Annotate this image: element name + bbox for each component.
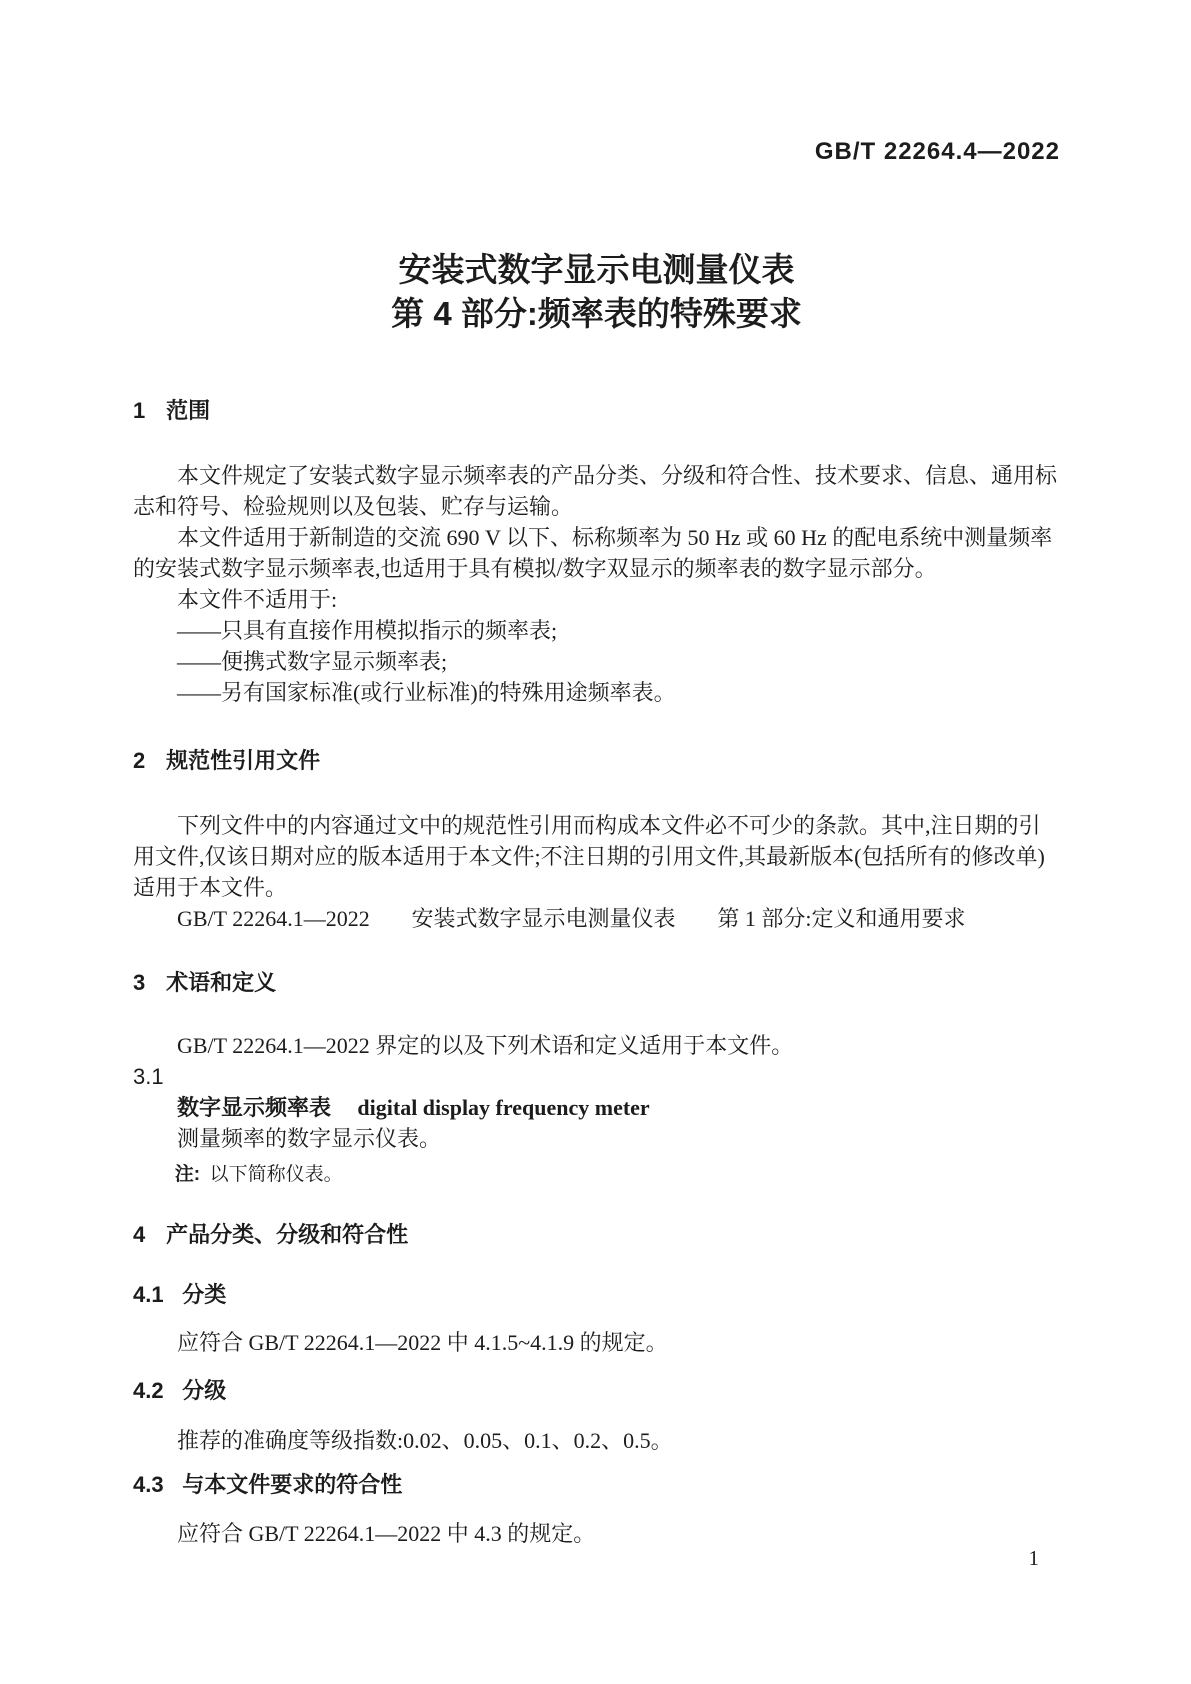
scope-exclusion-item: ——便携式数字显示频率表; <box>177 649 448 674</box>
document-title-line2: 第 4 部分:频率表的特殊要求 <box>391 295 802 332</box>
term-definition: 测量频率的数字显示仪表。 <box>177 1126 442 1151</box>
scope-exclusion-item: ——另有国家标准(或行业标准)的特殊用途频率表。 <box>177 680 676 705</box>
clause-3-number: 3 <box>133 970 146 995</box>
standard-code: GB/T 22264.4—2022 <box>814 138 1060 165</box>
term-entry <box>133 1092 1060 1123</box>
document-title-line1: 安装式数字显示电测量仪表 <box>398 251 795 288</box>
clause-2-number: 2 <box>133 748 146 773</box>
scope-paragraph-3: 本文件不适用于: <box>177 587 338 612</box>
terms-intro-paragraph: GB/T 22264.1—2022 界定的以及下列术语和定义适用于本文件。 <box>177 1033 794 1058</box>
normative-reference-entry <box>133 903 1060 934</box>
clause-4-1-body: 应符合 GB/T 22264.1—2022 中 4.1.5~4.1.9 的规定。 <box>177 1330 668 1355</box>
reference-title: 安装式数字显示电测量仪表 <box>411 906 676 931</box>
reference-code: GB/T 22264.1—2022 <box>177 906 370 931</box>
clause-4-2-title: 分级 <box>182 1378 227 1403</box>
clause-4-2-number: 4.2 <box>133 1378 164 1403</box>
normative-references-paragraph: 下列文件中的内容通过文中的规范性引用而构成本文件必不可少的条款。其中,注日期的引用文件,仅该日期对应的版本适用于本文件;不注日期的引用文件,其最新版本(包括所有的修改单)适用于本文件。 <box>133 813 1045 900</box>
clause-4-3-heading <box>133 1472 1060 1497</box>
clause-4-3-number: 4.3 <box>133 1472 164 1497</box>
page-number: 1 <box>1028 1546 1039 1570</box>
term-chinese: 数字显示频率表 <box>177 1095 332 1120</box>
note-text: 以下简称仪表。 <box>209 1164 343 1185</box>
clause-2-title: 规范性引用文件 <box>166 748 321 773</box>
term-entry-number: 3.1 <box>133 1064 164 1089</box>
scope-exclusion-item: ——只具有直接作用模拟指示的频率表; <box>177 618 558 643</box>
clause-3-heading <box>133 970 1060 996</box>
clause-1-number: 1 <box>133 398 146 423</box>
note-label: 注: <box>174 1164 201 1185</box>
clause-4-2-heading <box>133 1378 1060 1403</box>
clause-4-1-heading <box>133 1282 1060 1307</box>
clause-4-title: 产品分类、分级和符合性 <box>166 1222 409 1247</box>
clause-2-heading <box>133 748 1060 774</box>
clause-4-number: 4 <box>133 1222 146 1247</box>
clause-1-title: 范围 <box>166 398 211 423</box>
scope-paragraph-1: 本文件规定了安装式数字显示频率表的产品分类、分级和符合性、技术要求、信息、通用标志和符号、检验规则以及包装、贮存与运输。 <box>133 463 1058 519</box>
clause-4-heading <box>133 1222 1060 1248</box>
clause-4-3-title: 与本文件要求的符合性 <box>182 1472 403 1497</box>
term-english: digital display frequency meter <box>357 1095 650 1120</box>
term-note <box>133 1162 1060 1188</box>
document-title <box>133 248 1060 336</box>
clause-4-3-body: 应符合 GB/T 22264.1—2022 中 4.3 的规定。 <box>177 1521 596 1546</box>
reference-part: 第 1 部分:定义和通用要求 <box>717 906 966 931</box>
scope-paragraph-2: 本文件适用于新制造的交流 690 V 以下、标称频率为 50 Hz 或 60 Hz 的配电系统中测量频率的安装式数字显示频率表,也适用于具有模拟/数字双显示的频率表的数字显示部分。 <box>133 525 1053 581</box>
clause-4-2-body: 推荐的准确度等级指数:0.02、0.05、0.1、0.2、0.5。 <box>177 1428 673 1453</box>
clause-3-title: 术语和定义 <box>166 970 277 995</box>
clause-4-1-title: 分类 <box>182 1282 227 1307</box>
clause-1-heading <box>133 398 1060 424</box>
clause-4-1-number: 4.1 <box>133 1282 164 1307</box>
